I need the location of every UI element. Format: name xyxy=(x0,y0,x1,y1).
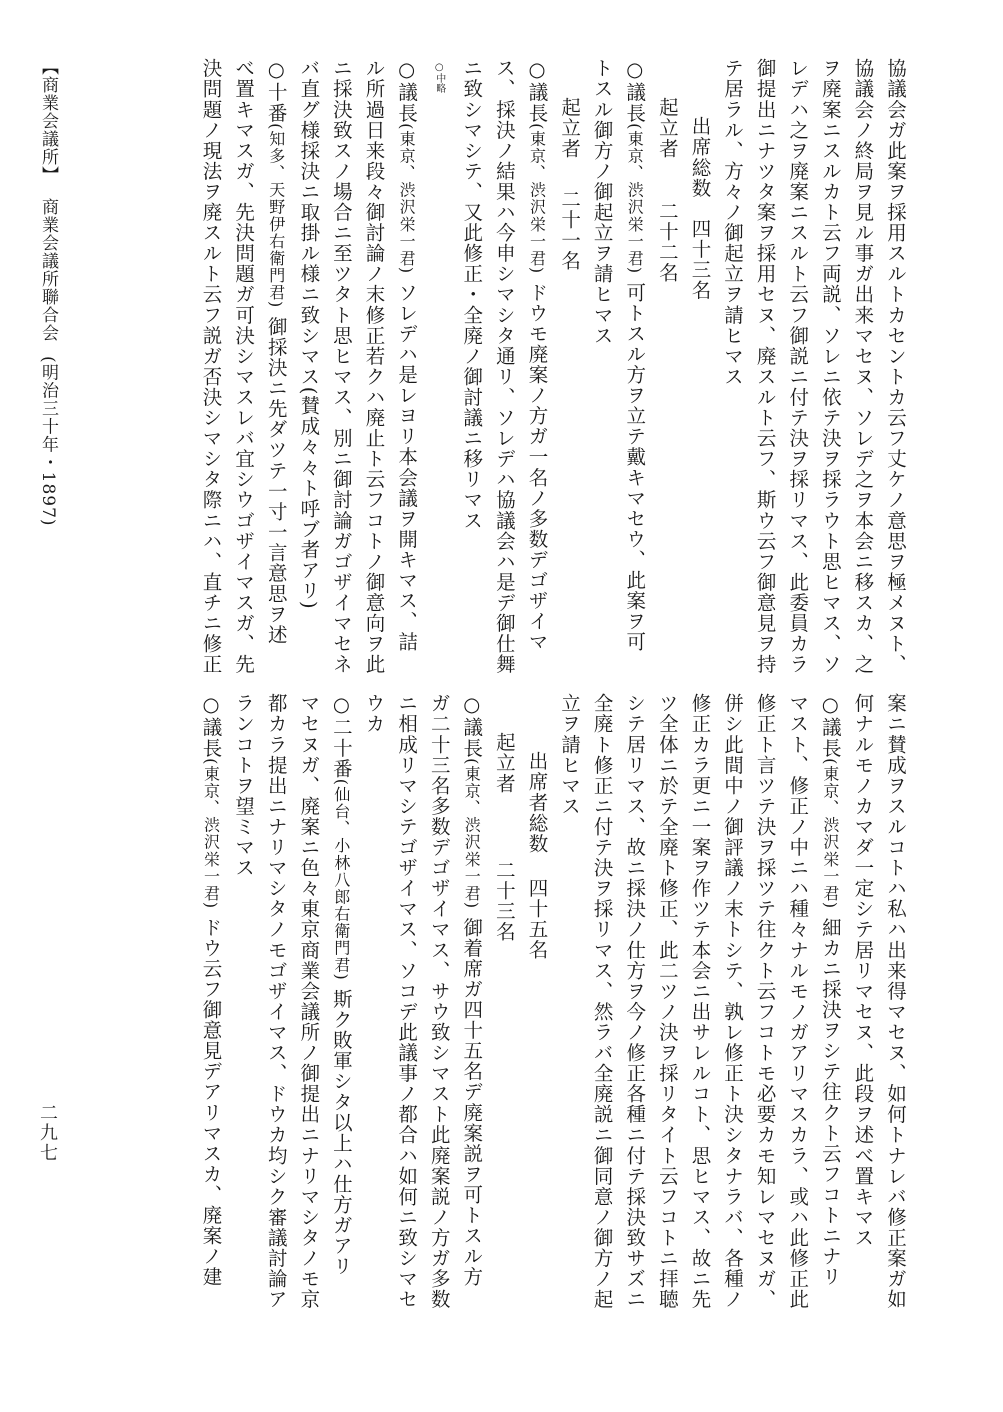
text-line: 立ヲ請ヒマス xyxy=(558,693,582,817)
text-line: 御提出ニナツタ案ヲ採用セヌ、廃スルト云フ、斯ウ云フ御意見ヲ持 xyxy=(753,58,777,675)
text-line: バ直グ様採決ニ取掛ル様ニ致シマス(賛成々々ト呼ブ者アリ) xyxy=(297,58,321,610)
text-line: シテ居リマス、故ニ採決ノ仕方ヲ今ノ修正各種ニ付テ採決致サズニ xyxy=(623,693,647,1310)
text-line: 併シ此間中ノ御評議ノ末トシテ、孰レ修正ト決シタナラバ、各種ノ xyxy=(721,693,745,1310)
text-line: べ置キマスガ、先決問題ガ可決シマスレバ宜シウゴザイマスガ、先 xyxy=(232,58,256,675)
speaker-title: 議長 xyxy=(525,82,549,124)
speech-chair: ○議長(東京、渋沢栄一君)ドウモ廃案ノ方ガ一名ノ多数デゴザイマ xyxy=(525,58,549,653)
speaker-name: (仙台、小林八郎右衛門君) xyxy=(331,778,351,981)
speaker-title: 議長 xyxy=(395,82,419,124)
speaker-name: (知多、天野伊右衛門君) xyxy=(266,123,286,309)
speech-chair: ○議長(東京、渋沢栄一君)ドウ云フ御意見デアリマスカ、廃案ノ建 xyxy=(199,693,223,1288)
lower-text-block xyxy=(194,693,911,1343)
speech-member: ○二十番(仙台、小林八郎右衛門君)斯ク敗軍シタ以上ハ仕方ガアリ xyxy=(329,693,353,1277)
text-line: テ居ラル、方々ノ御起立ヲ請ヒマス xyxy=(721,58,745,387)
text-line: 全廃ト修正ニ付テ決ヲ採リマス、然ラバ全廃説ニ御同意ノ御方ノ起 xyxy=(590,693,614,1310)
speaker-title: 議長 xyxy=(199,717,223,759)
footer-year: (明治三十年・1897) xyxy=(38,356,58,527)
text-line: ス、採決ノ結果ハ今申シマシタ通リ、ソレデハ協議会ハ是デ御仕舞 xyxy=(492,58,516,675)
text-line: 決問題ノ現法ヲ廃スルト云フ説ガ否決シマシタ際ニハ、直チニ修正 xyxy=(199,58,223,675)
page-number: 二九七 xyxy=(37,1103,58,1163)
text-line: 協議会ガ此案ヲ採用スルトカセントカ云フ丈ケノ意思ヲ極メヌト、 xyxy=(884,58,907,675)
text-line: ニ致シマシテ、又此修正・全廃ノ御討議ニ移リマス xyxy=(460,58,484,531)
speaker-title: 十番 xyxy=(264,82,288,124)
text-line: ニ採決致スノ場合ニ至ツタト思ヒマス、別ニ御討論ガゴザイマセネ xyxy=(329,58,353,675)
text-line: マセヌガ、廃案ニ色々東京商業会議所ノ御提出ニナリマシタノモ京 xyxy=(297,693,321,1310)
speaker-name: (東京、渋沢栄一君) xyxy=(201,758,221,910)
speech-chair: ○議長(東京、渋沢栄一君)ソレデハ是レヨリ本会議ヲ開キマス、詰 xyxy=(395,58,419,653)
speaker-name: (東京、渋沢栄一君) xyxy=(820,758,840,910)
speaker-name: (東京、渋沢栄一君) xyxy=(462,758,482,910)
text-line: ニ相成リマシテゴザイマス、ソコデ此議事ノ都合ハ如何ニ致シマセ xyxy=(395,693,419,1310)
text-line: 案ニ賛成ヲスルコトハ私ハ出来得マセヌ、如何トナレバ修正案ガ如 xyxy=(884,693,907,1310)
speaker-title: 二十番 xyxy=(329,717,353,779)
attendance-total: 出席総数四十三名 xyxy=(688,116,712,301)
text-line: トスル御方ノ御起立ヲ請ヒマス xyxy=(590,58,614,346)
text-line: ヲ廃案ニスルカト云フ両説、ソレニ依テ決ヲ採ラウト思ヒマス、ソ xyxy=(818,58,842,675)
text-line: ツ全体ニ於テ全廃ト修正、此二ツノ決ヲ採リタイト云フコトニ拝聴 xyxy=(655,693,679,1310)
text-line: 修正ト言ツテ決ヲ採ツテ往クト云フコトモ必要カモ知レマセヌガ、 xyxy=(753,693,777,1310)
speaker-name: (東京、渋沢栄一君) xyxy=(625,123,645,275)
speaker-name: (東京、渋沢栄一君) xyxy=(527,123,547,275)
footer-title: 商業会議所聯合会 xyxy=(38,198,58,342)
omission-note: ○中略 xyxy=(433,62,445,93)
text-line: ル所過日来段々御討論ノ末修正若クハ廃止ト云フコトノ御意向ヲ此 xyxy=(362,58,386,675)
text-line: 協議会ノ終局ヲ見ル事ガ出来マセヌ、ソレデ之ヲ本会ニ移スカ、之 xyxy=(851,58,875,675)
speaker-title: 議長 xyxy=(818,717,842,759)
text-line: ウカ xyxy=(362,693,386,735)
upper-text-block xyxy=(194,58,911,675)
speech-chair: ○議長(東京、渋沢栄一君)細カニ採決ヲシテ往クト云フコトニナリ xyxy=(818,693,842,1288)
text-line: ガ二十三名多数デゴザイマス、サウ致シマスト此廃案説ノ方ガ多数 xyxy=(427,693,451,1310)
speech-chair: ○議長(東京、渋沢栄一君)御着席ガ四十五名デ廃案説ヲ可トスル方 xyxy=(460,693,484,1288)
text-line: 都カラ提出ニナリマシタノモゴザイマス、ドウカ均シク審議討論ア xyxy=(264,693,288,1310)
attendance-total: 出席者総数四十五名 xyxy=(525,751,549,960)
standing-count: 起立者二十三名 xyxy=(492,732,516,942)
footer-tag: 【商業会議所】 xyxy=(38,58,58,184)
standing-count: 起立者二十二名 xyxy=(655,97,679,283)
text-line: レデハ之ヲ廃案ニスルト云フ御説ニ付テ決ヲ採リマス、此委員カラ xyxy=(786,58,810,675)
speech-chair: ○議長(東京、渋沢栄一君)可トスル方ヲ立テ戴キマセウ、此案ヲ可 xyxy=(623,58,647,653)
standing-count: 起立者二十一名 xyxy=(558,97,582,271)
text-line: マスト、修正ノ中ニハ種々ナルモノガアリマスカラ、或ハ此修正此 xyxy=(786,693,810,1310)
text-line: 修正カラ更ニ一案ヲ作ツテ本会ニ出サレルコト、思ヒマス、故ニ先 xyxy=(688,693,712,1310)
speaker-title: 議長 xyxy=(460,717,484,759)
speech-member: ○十番(知多、天野伊右衛門君)御採決ニ先ダツテ一寸一言意思ヲ述 xyxy=(264,58,288,646)
speaker-title: 議長 xyxy=(623,82,647,124)
speaker-name: (東京、渋沢栄一君) xyxy=(397,123,417,275)
text-line: ランコトヲ望ミマス xyxy=(232,693,256,878)
text-line: 何ナルモノカマダ一定シテ居リマセヌ、此段ヲ述べ置キマス xyxy=(851,693,875,1248)
running-footer xyxy=(36,58,61,527)
